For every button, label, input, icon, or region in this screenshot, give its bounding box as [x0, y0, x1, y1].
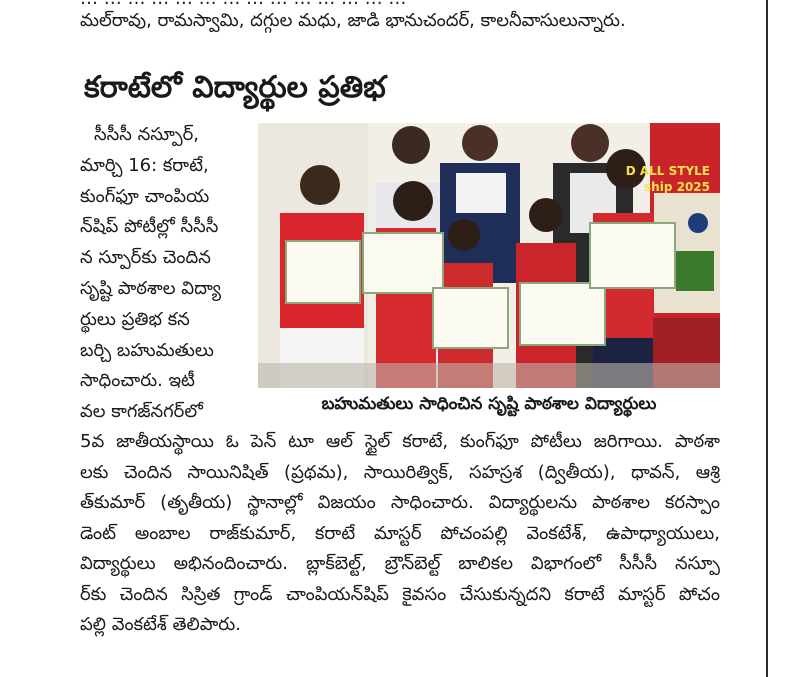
- body-line: త్‌కుమార్ (తృతీయ) స్థానాల్లో విజయం సాధించారు. విద్యార్థులను పాఠశాల కరస్పాం: [80, 492, 720, 513]
- column-divider: [766, 0, 768, 677]
- article-photo: [258, 123, 720, 388]
- body-line: విద్యార్థులు అభినందించారు. బ్లాక్‌బెల్ట్, బ్రౌన్‌బెల్ట్ బాలికల విభాగంలో సీసీసీ నస్పూ: [80, 553, 720, 574]
- lead-line: బర్చి బహుమతులు: [80, 339, 214, 361]
- body-line: ర్‌కు చెందిన సిస్రిత గ్రాండ్ చాంపియన్‌షిప్ కైవసం చేసుకున్నదని కరాటే మాస్టర్ పోచం: [80, 583, 720, 605]
- body-line: లకు చెందిన సాయినిషిత్ (ప్రథమ), సాయిరిత్విక్, సహస్రశ (ద్వితీయ), ధావన్, ఆశ్రి: [80, 461, 720, 483]
- article-top-line: మల్‌రావు, రామస్వామి, దగ్గుల మధు, జాడి భానుచందర్, కాలనీవాసులున్నారు.: [80, 10, 626, 31]
- article-body: [80, 427, 720, 641]
- lead-line: సృష్టి పాఠశాల విద్యా: [80, 277, 222, 299]
- lead-line: న్‌షిప్ పోటీల్లో సీసీసీ: [80, 216, 219, 238]
- body-line: డెంట్ అంబాల రాజ్‌కుమార్, కరాటే మాస్టర్ పోచంపల్లి వెంకటేశ్, ఉపాధ్యాయులు,: [80, 522, 720, 544]
- lead-line: ర్థులు ప్రతిభ కన: [80, 308, 190, 330]
- photo-caption: బహుమతులు సాధించిన సృష్టి పాఠశాల విద్యార్థులు: [321, 394, 657, 414]
- lead-line: మార్చి 16: కరాటే,: [80, 154, 209, 176]
- lead-line: కుంగ్‌ఫూ చాంపియ: [80, 185, 210, 207]
- body-line: 5వ జాతీయస్థాయి ఓ పెన్ టూ ఆల్ స్టైల్ కరాటే, కుంగ్‌ఫూ పోటీలు జరిగాయి. పాఠశా: [80, 431, 720, 452]
- lead-line: సాధించారు. ఇటీ: [80, 370, 195, 392]
- article-headline: కరాటేలో విద్యార్థుల ప్రతిభ: [84, 70, 386, 105]
- body-line: పల్లి వెంకటేశ్ తెలిపారు.: [80, 614, 241, 635]
- photo-banner-text: D ALL STYLE: [625, 164, 710, 178]
- photo-banner-text: ship 2025: [644, 180, 710, 194]
- lead-line: సీసీసీ నస్పూర్,: [94, 124, 199, 145]
- article-lead-column: [80, 120, 250, 428]
- lead-line: న స్పూర్‌కు చెందిన: [80, 247, 211, 269]
- lead-line: వల కాగజ్‌నగర్‌లో: [80, 401, 203, 423]
